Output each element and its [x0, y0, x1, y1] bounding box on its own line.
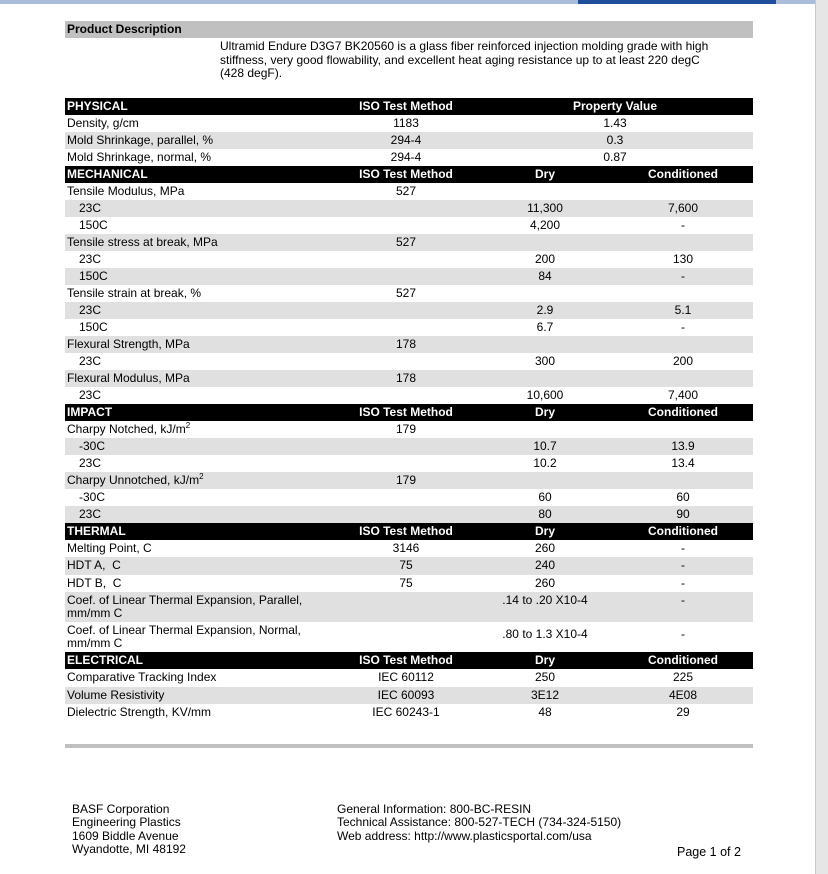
test-method: 178: [395, 371, 417, 385]
conditioned-value: 7,400: [667, 388, 699, 402]
table-row: [65, 251, 753, 268]
table-row: [65, 200, 753, 217]
table-row: [65, 302, 753, 319]
dry-value: 2.9: [536, 303, 554, 317]
test-method: 179: [395, 473, 417, 487]
conditioned-value: -: [681, 576, 685, 590]
company-name: BASF Corporation: [72, 802, 170, 816]
dry-value: 10,600: [526, 388, 564, 402]
column-header: Dry: [534, 405, 555, 419]
product-description-heading: Product Description: [65, 21, 753, 38]
dry-value: 250: [534, 670, 556, 684]
section-title: THERMAL: [67, 524, 126, 538]
contact-info: [337, 803, 621, 843]
property-label: Dielectric Strength, KV/mm: [67, 705, 212, 719]
dry-value: 3E12: [530, 688, 560, 702]
conditioned-value: 130: [672, 252, 694, 266]
test-method: 294-4: [390, 133, 422, 147]
property-label: HDT B, C: [67, 576, 122, 590]
test-method: IEC 60093: [377, 688, 435, 702]
section-title: ELECTRICAL: [67, 653, 143, 667]
dry-value: 10.2: [533, 456, 557, 470]
thermal-header-row: [65, 523, 753, 540]
property-value: 0.3: [606, 133, 624, 147]
column-header: Conditioned: [648, 167, 718, 181]
condition-label: 23C: [79, 354, 102, 368]
table-row: [65, 353, 753, 370]
column-header: Conditioned: [648, 524, 718, 538]
dry-value: 80: [538, 507, 552, 521]
dry-value: .80 to 1.3 X10-4: [502, 627, 588, 641]
dry-value: 60: [538, 490, 552, 504]
property-label: Flexural Modulus, MPa: [67, 371, 190, 385]
top-bar-accent: [578, 0, 776, 4]
condition-label: 23C: [79, 507, 102, 521]
table-row: [65, 455, 753, 472]
conditioned-value: -: [681, 558, 685, 572]
conditioned-value: 225: [672, 670, 694, 684]
table-row: [65, 217, 753, 234]
condition-label: 23C: [79, 252, 102, 266]
condition-label: 150C: [79, 269, 108, 283]
conditioned-value: -: [681, 541, 685, 555]
table-row: [65, 622, 753, 652]
city-state-zip: Wyandotte, MI 48192: [72, 841, 186, 856]
table-row: [65, 336, 753, 353]
column-header: ISO Test Method: [359, 99, 453, 113]
property-label: Tensile strain at break, %: [67, 286, 202, 300]
table-row: [65, 132, 753, 149]
property-label: Charpy Notched, $kJ/m^2$: [67, 421, 191, 436]
dry-value: 260: [534, 576, 556, 590]
general-info: General Information: 800-BC-RESIN: [337, 802, 532, 816]
electrical-header-row: [65, 652, 753, 669]
dry-value: 11,300: [527, 201, 563, 215]
condition-label: 23C: [79, 201, 102, 215]
conditioned-value: 13.9: [671, 439, 695, 453]
condition-label: 150C: [79, 320, 108, 334]
table-row: [65, 319, 753, 336]
conditioned-value: -: [681, 269, 685, 283]
property-label: Mold Shrinkage, normal, %: [67, 150, 212, 164]
condition-label: 150C: [79, 218, 108, 232]
conditioned-value: 60: [676, 490, 690, 504]
street-address: 1609 Biddle Avenue: [72, 828, 179, 843]
mechanical-header-row: [65, 166, 753, 183]
condition-label: 23C: [79, 303, 102, 317]
column-header: ISO Test Method: [359, 524, 453, 538]
properties-table: [65, 98, 753, 721]
table-row: [65, 592, 753, 622]
conditioned-value: 200: [672, 354, 694, 368]
column-header: Conditioned: [648, 653, 718, 667]
condition-label: 23C: [79, 456, 102, 470]
conditioned-value: -: [681, 627, 685, 641]
test-method: 1183: [393, 116, 419, 130]
table-row: [65, 575, 753, 592]
conditioned-value: -: [681, 320, 685, 334]
page-number: Page 1 of 2: [677, 845, 741, 859]
property-label: Comparative Tracking Index: [67, 670, 217, 684]
table-row: [65, 115, 753, 132]
property-label: Melting Point, C: [67, 541, 152, 555]
column-header: Dry: [534, 653, 555, 667]
product-description-text: Ultramid Endure D3G7 BK20560 is a glass fiber reinforced injection molding grade with high stiffness, very good flowability, and excellent heat aging resistance up to at least 220 degC (428 degF).: [220, 39, 709, 80]
dry-value: 6.7: [536, 320, 554, 334]
conditioned-value: 5.1: [674, 303, 692, 317]
table-row: [65, 149, 753, 166]
web-address: Web address: http://www.plasticsportal.com/usa: [337, 828, 592, 843]
table-row: [65, 704, 753, 721]
property-label: Coef. of Linear Thermal Expansion, Parallel, mm/mm C: [67, 593, 303, 620]
section-title: MECHANICAL: [67, 167, 148, 181]
dry-value: 4,200: [529, 218, 561, 232]
property-label: Volume Resistivity: [67, 688, 165, 702]
test-method: 75: [399, 576, 413, 590]
dry-value: 84: [538, 269, 552, 283]
test-method: IEC 60112: [378, 670, 434, 684]
physical-header-row: [65, 98, 753, 115]
test-method: 179: [395, 422, 417, 436]
technical-assistance: Technical Assistance: 800-527-TECH (734-324-5150): [337, 815, 622, 830]
dry-value: 300: [534, 354, 556, 368]
conditioned-value: -: [681, 218, 685, 232]
column-header: Dry: [534, 167, 555, 181]
test-method: 75: [399, 558, 413, 572]
test-method: 527: [395, 235, 417, 249]
test-method: 527: [395, 184, 417, 198]
table-row: [65, 669, 753, 687]
section-title: IMPACT: [67, 405, 113, 419]
conditioned-value: 7,600: [667, 201, 699, 215]
column-header: Conditioned: [648, 405, 718, 419]
dry-value: 200: [534, 252, 556, 266]
impact-header-row: [65, 404, 753, 421]
column-header: ISO Test Method: [359, 405, 453, 419]
property-label: HDT A, C: [67, 558, 121, 572]
dry-value: .14 to .20 X10-4: [502, 593, 588, 607]
table-row: [65, 472, 753, 489]
condition-label: -30C: [79, 490, 106, 504]
conditioned-value: 4E08: [668, 688, 698, 702]
table-row: [65, 387, 753, 404]
conditioned-value: 13.4: [671, 456, 695, 470]
viewer-scroll-gutter[interactable]: [816, 0, 828, 874]
table-row: [65, 268, 753, 285]
condition-label: -30C: [79, 439, 106, 453]
property-label: Flexural Strength, MPa: [67, 337, 190, 351]
test-method: IEC 60243-1: [372, 705, 440, 719]
property-label: Mold Shrinkage, parallel, %: [67, 133, 214, 147]
table-row: [65, 540, 753, 557]
table-row: [65, 489, 753, 506]
property-label: Coef. of Linear Thermal Expansion, Normal, mm/mm C: [67, 623, 301, 650]
condition-label: 23C: [79, 388, 102, 402]
column-header: Dry: [534, 524, 555, 538]
property-label: Charpy Unnotched, $kJ/m^2$: [67, 472, 204, 487]
property-value: 0.87: [603, 150, 627, 164]
table-row: [65, 285, 753, 302]
column-header: ISO Test Method: [359, 653, 453, 667]
table-row: [65, 421, 753, 438]
column-header: ISO Test Method: [359, 167, 453, 181]
dry-value: 48: [538, 705, 552, 719]
conditioned-value: 90: [676, 507, 690, 521]
property-label: Tensile stress at break, MPa: [67, 235, 218, 249]
table-row: [65, 438, 753, 455]
table-row: [65, 687, 753, 704]
table-row: [65, 506, 753, 523]
table-row: [65, 370, 753, 387]
company-address: [72, 803, 186, 856]
property-label: Density, g/cm: [67, 116, 139, 130]
property-label: Tensile Modulus, MPa: [67, 184, 185, 198]
table-row: [65, 234, 753, 251]
test-method: 3146: [392, 541, 420, 555]
dry-value: 260: [534, 541, 556, 555]
dry-value: 10.7: [533, 439, 557, 453]
property-value: 1.43: [603, 116, 627, 130]
column-header: Property Value: [572, 99, 658, 113]
test-method: 527: [395, 286, 417, 300]
test-method: 294-4: [390, 150, 422, 164]
conditioned-value: 29: [676, 705, 690, 719]
table-row: [65, 557, 753, 575]
conditioned-value: -: [681, 593, 685, 607]
company-division: Engineering Plastics: [72, 815, 181, 830]
table-bottom-rule: [65, 744, 753, 748]
section-title: PHYSICAL: [67, 99, 128, 113]
test-method: 178: [395, 337, 417, 351]
table-row: [65, 183, 753, 200]
dry-value: 240: [534, 558, 556, 572]
